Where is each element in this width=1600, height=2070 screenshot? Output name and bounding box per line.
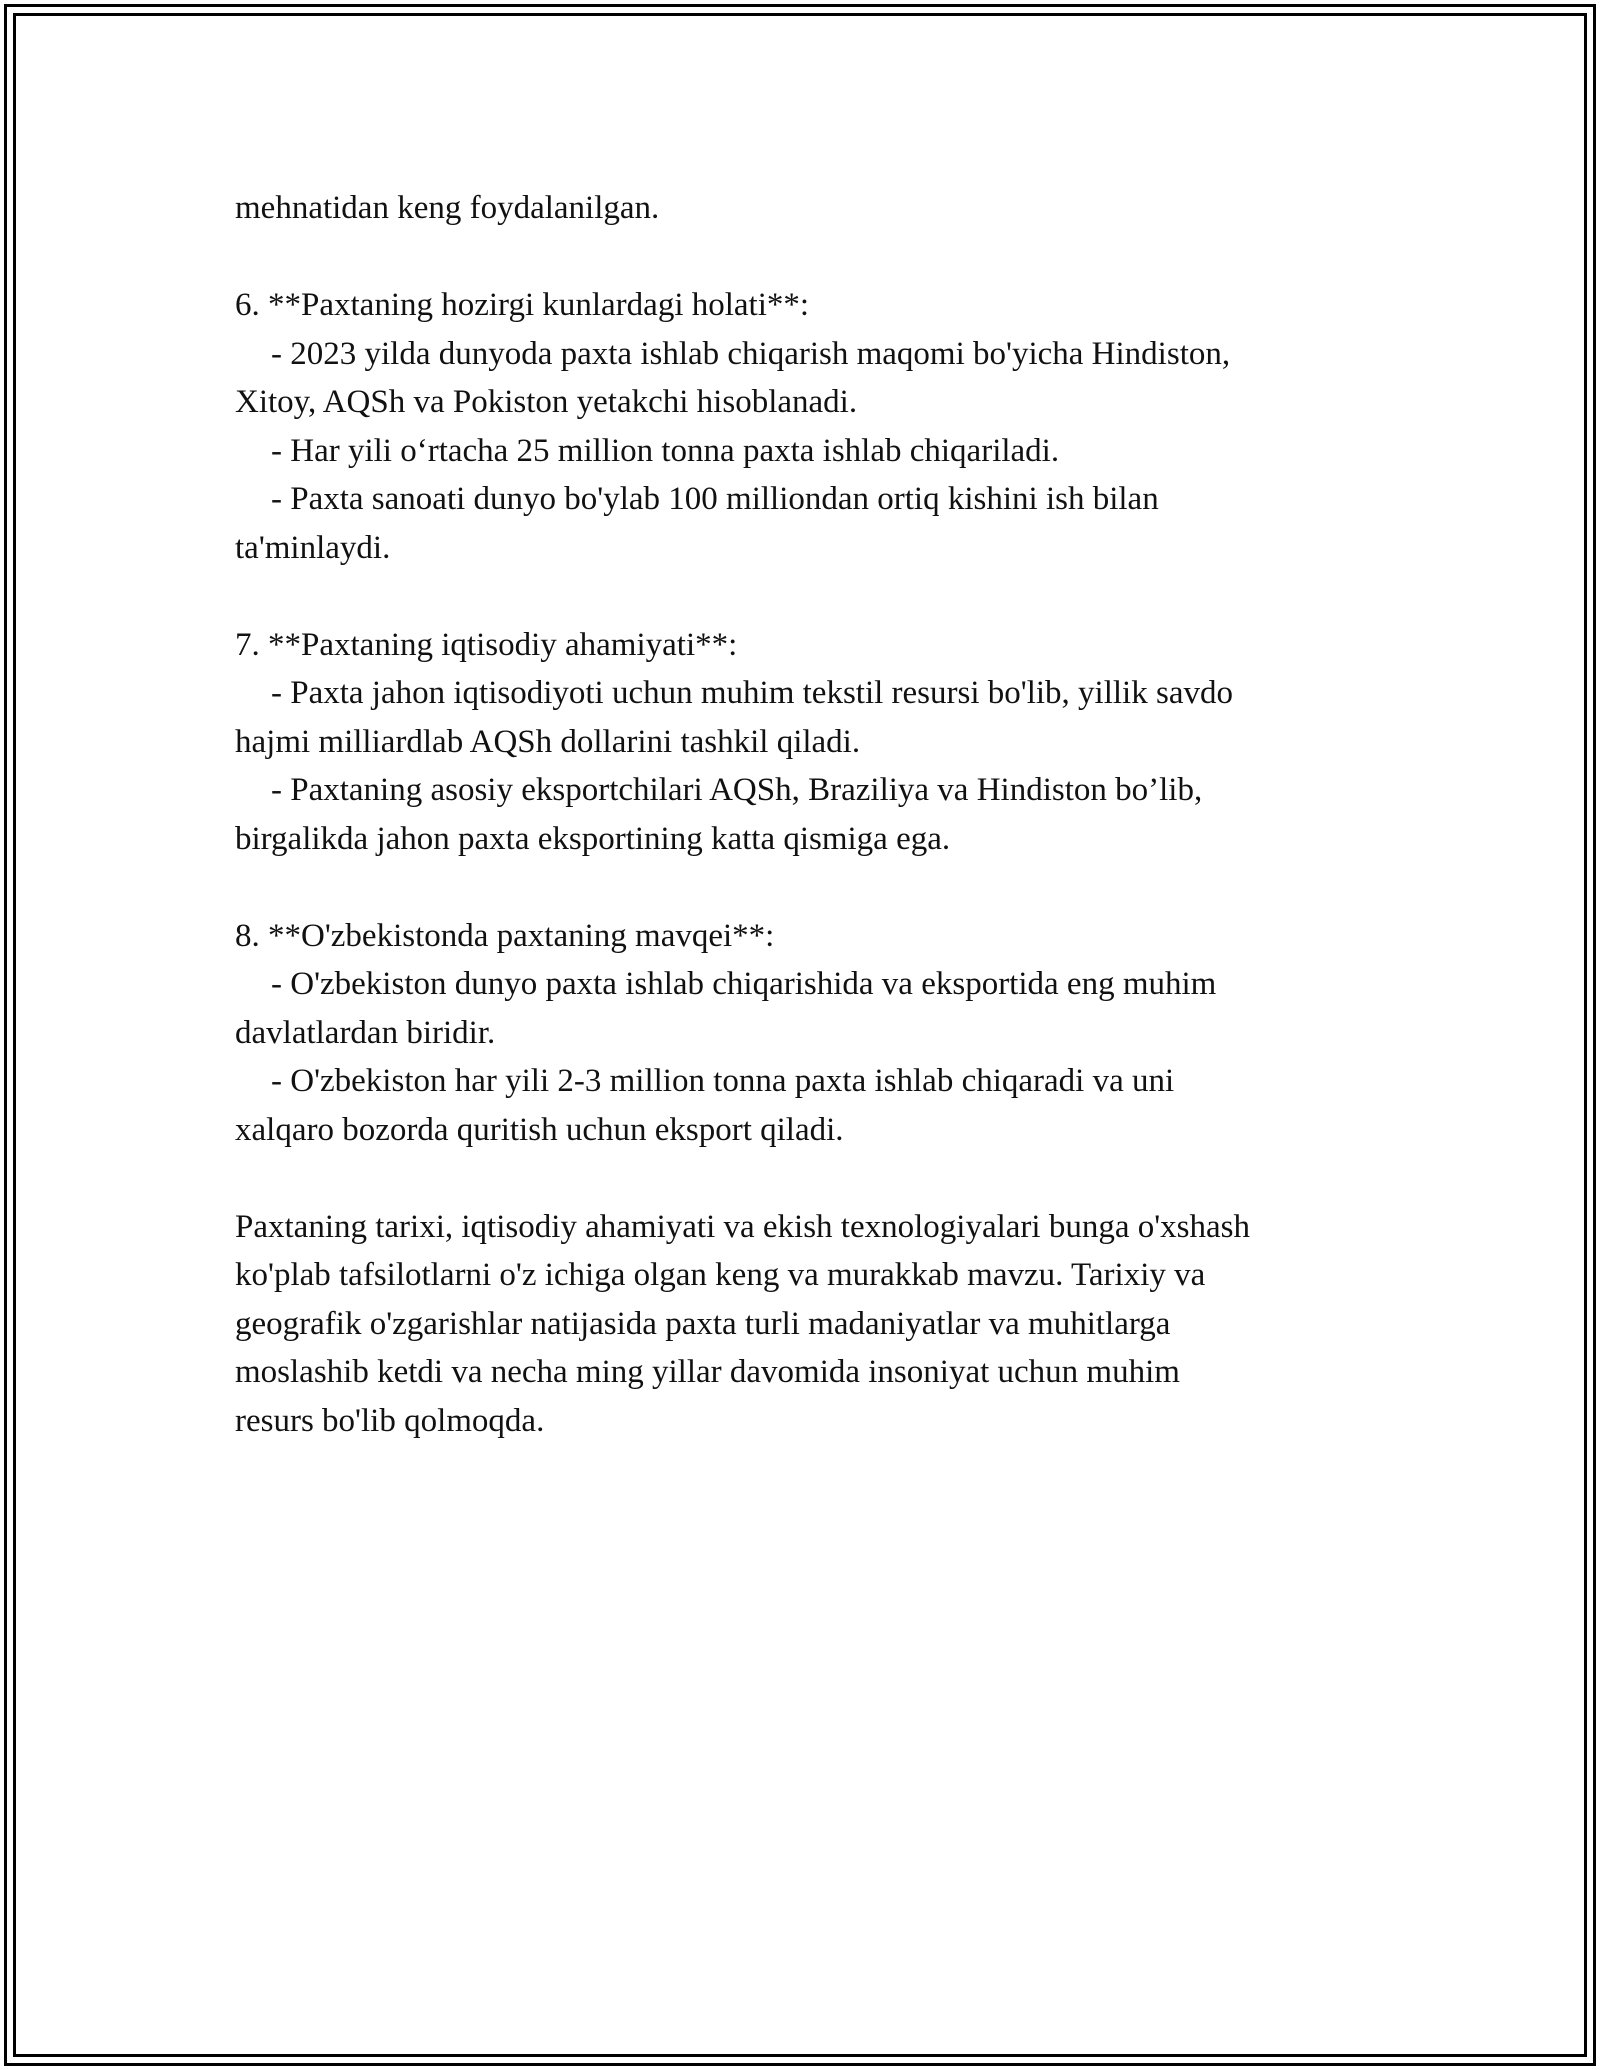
continuation-line: davlatlardan biridir. [235, 1014, 496, 1051]
bullet-line: - 2023 yilda dunyoda paxta ishlab chiqarish maqomi bo'yicha Hindiston, [271, 335, 1231, 372]
continuation-line: hajmi milliardlab AQSh dollarini tashkil qiladi. [235, 723, 861, 760]
paragraph-line: resurs bo'lib qolmoqda. [235, 1402, 545, 1439]
bullet-line: - O'zbekiston dunyo paxta ishlab chiqarishida va eksportida eng muhim [271, 966, 1217, 1002]
bullet-line: - Paxtaning asosiy eksportchilari AQSh, Braziliya va Hindiston bo’lib, [271, 772, 1203, 808]
closing-paragraph [235, 1203, 1395, 1446]
paragraph-line: moslashib ketdi va necha ming yillar davomida insoniyat uchun muhim [235, 1354, 1180, 1390]
bullet-line: - Paxta jahon iqtisodiyoti uchun muhim tekstil resursi bo'lib, yillik savdo [271, 675, 1233, 711]
continuation-line: Xitoy, AQSh va Pokiston yetakchi hisoblanadi. [235, 384, 858, 420]
continuation-line: birgalikda jahon paxta eksportining katta qismiga ega. [235, 820, 951, 857]
section-7 [235, 621, 1395, 864]
intro-line: mehnatidan keng foydalanilgan. [235, 190, 660, 226]
section-heading: 7. **Paxtaning iqtisodiy ahamiyati**: [235, 626, 738, 663]
paragraph-line: Paxtaning tarixi, iqtisodiy ahamiyati va ekish texnologiyalari bunga o'xshash [235, 1208, 1251, 1245]
bullet-line: - Paxta sanoati dunyo bo'ylab 100 milliondan ortiq kishini ish bilan [271, 481, 1159, 517]
section-heading: 8. **O'zbekistonda paxtaning mavqei**: [235, 917, 775, 954]
paragraph-gap [235, 233, 1395, 282]
paragraph-line: geografik o'zgarishlar natijasida paxta turli madaniyatlar va muhitlarga [235, 1305, 1171, 1342]
continuation-line: xalqaro bozorda quritish uchun eksport qiladi. [235, 1111, 844, 1148]
continuation-line: ta'minlaydi. [235, 529, 391, 566]
paragraph-line: ko'plab tafsilotlarni o'z ichiga olgan keng va murakkab mavzu. Tarixiy va [235, 1257, 1206, 1293]
section-8 [235, 912, 1395, 1155]
paragraph-gap [235, 863, 1395, 912]
section-heading: 6. **Paxtaning hozirgi kunlardagi holati**: [235, 287, 810, 323]
paragraph-gap [235, 1154, 1395, 1203]
bullet-line: - Har yili o‘rtacha 25 million tonna paxta ishlab chiqariladi. [271, 432, 1060, 469]
document-body [235, 184, 1395, 1445]
section-6 [235, 281, 1395, 572]
bullet-line: - O'zbekiston har yili 2-3 million tonna paxta ishlab chiqaradi va uni [271, 1063, 1175, 1099]
paragraph-gap [235, 572, 1395, 621]
